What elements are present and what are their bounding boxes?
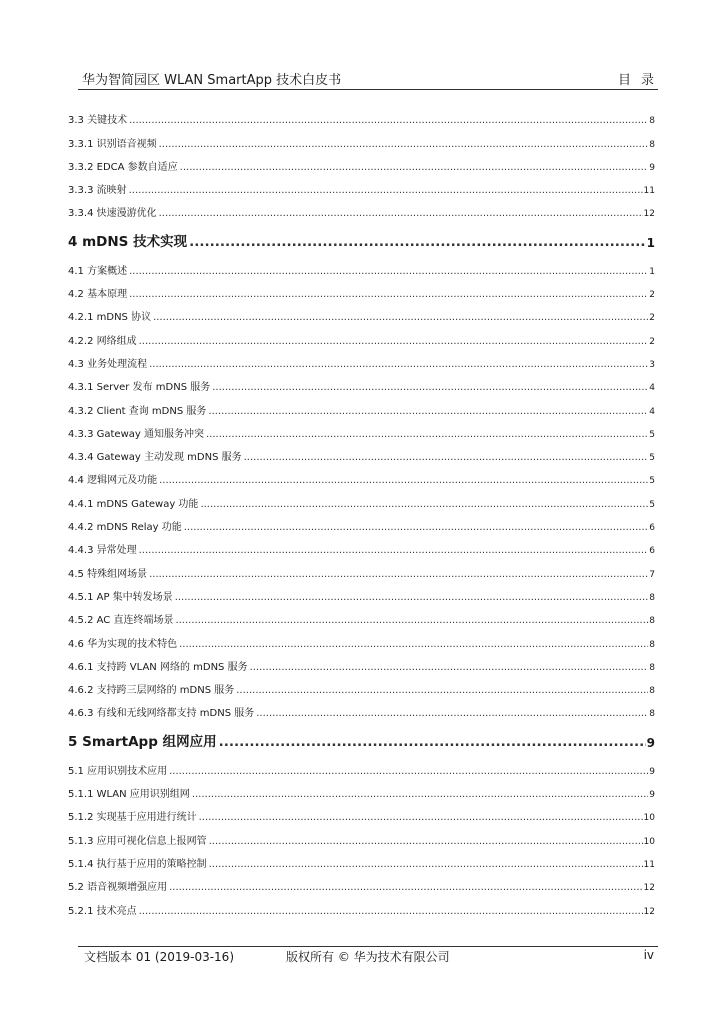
toc-entry[interactable] (68, 696, 655, 719)
toc-entry-label: 4.5.1 AP 集中转发场景 (68, 591, 173, 603)
toc-entry-page: 12 (643, 906, 655, 917)
toc-entry[interactable] (68, 150, 655, 173)
toc-entry-label: 4.5.2 AC 直连终端场景 (68, 615, 174, 627)
toc-entry[interactable] (68, 510, 655, 533)
toc-entry[interactable] (68, 417, 655, 440)
toc-entry-page: 1 (649, 266, 655, 277)
toc-entry[interactable] (68, 870, 655, 893)
toc-entry-page: 5 (649, 499, 655, 510)
toc-entry[interactable] (68, 440, 655, 463)
toc-entry-label: 5.2 语音视频增强应用 (68, 882, 168, 894)
toc-entry[interactable] (68, 393, 655, 416)
toc-entry-page: 9 (646, 736, 655, 751)
toc-dot-leader (139, 545, 649, 556)
toc-entry-label: 4.1 方案概述 (68, 265, 128, 277)
toc-entry-label: 4 mDNS 技术实现 (68, 234, 188, 251)
toc-entry-label: 4.6.3 有线和无线网络都支持 mDNS 服务 (68, 708, 255, 720)
toc-entry-label: 4.4.1 mDNS Gateway 功能 (68, 498, 199, 510)
toc-dot-leader (236, 685, 648, 696)
toc-entry-label: 4.5 特殊组网场景 (68, 568, 148, 580)
toc-dot-leader (159, 139, 649, 150)
toc-entry[interactable] (68, 173, 655, 196)
toc-entry[interactable] (68, 253, 655, 276)
header-divider (78, 89, 658, 90)
toc-entry-page: 4 (649, 406, 655, 417)
page-header (82, 66, 664, 88)
toc-entry-page: 8 (649, 616, 655, 627)
toc-entry[interactable] (68, 673, 655, 696)
toc-entry-label: 3.3.4 快速漫游优化 (68, 208, 157, 220)
toc-entry-page: 3 (649, 359, 655, 370)
toc-dot-leader (206, 429, 648, 440)
document-version: 文档版本 01 (2019-03-16) (84, 950, 235, 964)
toc-entry[interactable] (68, 196, 655, 219)
toc-entry[interactable] (68, 580, 655, 603)
toc-entry-page: 8 (649, 709, 655, 720)
toc-chapter-entry[interactable] (68, 224, 655, 250)
toc-entry-label: 5.1.1 WLAN 应用识别组网 (68, 789, 190, 801)
toc-dot-leader (180, 162, 649, 173)
toc-entry-label: 4.6 华为实现的技术特色 (68, 638, 178, 650)
toc-entry[interactable] (68, 463, 655, 486)
toc-entry[interactable] (68, 103, 655, 126)
toc-entry-label: 5.1.3 应用可视化信息上报网管 (68, 835, 207, 847)
toc-dot-leader (209, 836, 643, 847)
toc-dot-leader (169, 882, 642, 893)
toc-entry-page: 1 (646, 236, 655, 251)
toc-entry[interactable] (68, 277, 655, 300)
toc-entry-page: 2 (649, 290, 655, 301)
toc-entry-page: 4 (649, 383, 655, 394)
toc-chapter-entry[interactable] (68, 724, 655, 750)
toc-entry-label: 4.3.4 Gateway 主动发现 mDNS 服务 (68, 452, 242, 464)
toc-entry-label: 3.3 关键技术 (68, 115, 128, 127)
toc-entry-page: 12 (643, 883, 655, 894)
toc-entry-page: 5 (649, 476, 655, 487)
toc-dot-leader (244, 452, 649, 463)
toc-entry-page: 9 (649, 766, 655, 777)
toc-entry[interactable] (68, 603, 655, 626)
toc-entry[interactable] (68, 893, 655, 916)
toc-entry[interactable] (68, 556, 655, 579)
toc-entry-page: 8 (649, 139, 655, 150)
toc-dot-leader (129, 185, 643, 196)
toc-entry-page: 8 (649, 639, 655, 650)
toc-entry[interactable] (68, 323, 655, 346)
toc-dot-leader (139, 906, 643, 917)
toc-dot-leader (159, 208, 643, 219)
toc-dot-leader (149, 359, 648, 370)
toc-entry-page: 5 (649, 429, 655, 440)
toc-dot-leader (209, 859, 643, 870)
toc-dot-leader (256, 708, 648, 719)
toc-entry-page: 11 (643, 186, 655, 197)
toc-entry-label: 4.3.3 Gateway 通知服务冲突 (68, 428, 204, 440)
toc-dot-leader (199, 812, 643, 823)
toc-entry-page: 12 (643, 209, 655, 220)
toc-entry-page: 2 (649, 336, 655, 347)
toc-dot-leader (189, 234, 646, 250)
toc-entry-page: 8 (649, 116, 655, 127)
toc-entry-page: 10 (643, 813, 655, 824)
toc-entry[interactable] (68, 370, 655, 393)
toc-entry-page: 11 (643, 859, 655, 870)
toc-entry-label: 4.4.2 mDNS Relay 功能 (68, 522, 182, 534)
toc-entry-label: 4.6.1 支持跨 VLAN 网络的 mDNS 服务 (68, 661, 248, 673)
toc-entry-label: 4.3.2 Client 查询 mDNS 服务 (68, 405, 207, 417)
toc-entry-label: 5.2.1 技术亮点 (68, 905, 137, 917)
toc-entry-label: 5.1.2 实现基于应用进行统计 (68, 812, 197, 824)
toc-entry-page: 9 (649, 162, 655, 173)
section-title: 目录 (617, 73, 664, 88)
toc-entry-label: 4.3 业务处理流程 (68, 358, 148, 370)
toc-entry-label: 3.3.1 识别语音视频 (68, 138, 157, 150)
toc-dot-leader (129, 266, 648, 277)
toc-entry[interactable] (68, 347, 655, 370)
toc-dot-leader (129, 115, 648, 126)
page-number: iv (643, 948, 654, 962)
footer-divider (78, 946, 658, 947)
toc-entry-label: 3.3.2 EDCA 参数自适应 (68, 161, 178, 173)
toc-entry-label: 4.2.2 网络组成 (68, 335, 137, 347)
toc-entry-label: 5.1 应用识别技术应用 (68, 765, 168, 777)
table-of-contents (68, 103, 655, 917)
toc-entry[interactable] (68, 486, 655, 509)
toc-entry-label: 4.4.3 异常处理 (68, 545, 137, 557)
toc-dot-leader (139, 336, 649, 347)
toc-dot-leader (169, 766, 648, 777)
toc-dot-leader (192, 789, 648, 800)
toc-entry[interactable] (68, 753, 655, 776)
toc-entry-page: 6 (649, 523, 655, 534)
toc-entry-page: 9 (649, 790, 655, 801)
toc-entry[interactable] (68, 126, 655, 149)
toc-entry-label: 4.6.2 支持跨三层网络的 mDNS 服务 (68, 685, 235, 697)
copyright-notice: 版权所有 © 华为技术有限公司 (286, 950, 450, 964)
toc-entry[interactable] (68, 823, 655, 846)
toc-entry[interactable] (68, 650, 655, 673)
toc-entry-label: 4.4 逻辑网元及功能 (68, 475, 158, 487)
toc-dot-leader (184, 522, 649, 533)
toc-dot-leader (159, 475, 648, 486)
toc-entry[interactable] (68, 533, 655, 556)
toc-dot-leader (129, 289, 648, 300)
toc-dot-leader (149, 569, 648, 580)
toc-dot-leader (153, 312, 648, 323)
toc-entry-page: 5 (649, 453, 655, 464)
toc-dot-leader (208, 406, 648, 417)
page-footer (84, 948, 654, 966)
toc-entry-page: 8 (649, 686, 655, 697)
toc-dot-leader (175, 615, 648, 626)
toc-entry[interactable] (68, 777, 655, 800)
toc-dot-leader (200, 499, 648, 510)
toc-entry[interactable] (68, 847, 655, 870)
toc-entry-label: 5.1.4 执行基于应用的策略控制 (68, 858, 207, 870)
toc-entry-label: 4.2.1 mDNS 协议 (68, 312, 152, 324)
toc-entry-label: 3.3.3 流映射 (68, 185, 127, 197)
document-title: 华为智简园区 WLAN SmartApp 技术白皮书 (82, 73, 342, 88)
toc-dot-leader (250, 662, 649, 673)
toc-dot-leader (219, 734, 646, 750)
toc-entry-page: 8 (649, 662, 655, 673)
toc-entry-label: 4.3.1 Server 发布 mDNS 服务 (68, 382, 211, 394)
toc-entry-page: 8 (649, 592, 655, 603)
toc-entry-page: 6 (649, 546, 655, 557)
toc-entry-page: 7 (649, 569, 655, 580)
toc-entry[interactable] (68, 300, 655, 323)
toc-entry-page: 2 (649, 313, 655, 324)
toc-entry-label: 5 SmartApp 组网应用 (68, 734, 217, 751)
toc-entry[interactable] (68, 800, 655, 823)
toc-entry-label: 4.2 基本原理 (68, 289, 128, 301)
toc-entry[interactable] (68, 626, 655, 649)
toc-entry-page: 10 (643, 836, 655, 847)
toc-dot-leader (212, 382, 648, 393)
toc-dot-leader (175, 592, 649, 603)
toc-dot-leader (179, 639, 648, 650)
